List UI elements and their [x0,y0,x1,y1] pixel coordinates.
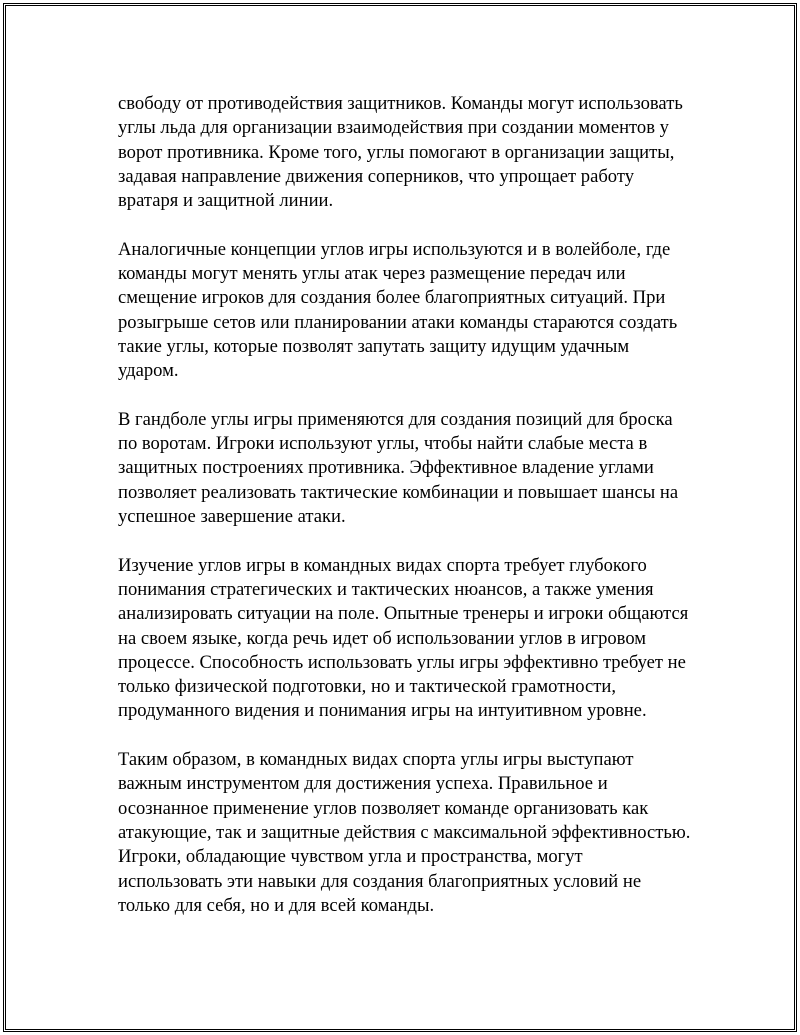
text-line: ворот противника. Кроме того, углы помогают в организации защиты, [118,141,675,163]
text-line: понимания стратегических и тактических нюансов, а также умения [118,578,654,600]
paragraph-4 [118,554,718,724]
text-line: важным инструментом для достижения успеха. Правильное и [118,773,608,795]
paragraph-3 [118,408,718,529]
text-line: использовать эти навыки для создания благоприятных условий не [118,870,642,892]
text-line: анализировать ситуации на поле. Опытные тренеры и игроки общаются [118,603,689,625]
text-line: защитных построениях противника. Эффективное владение углами [118,457,654,479]
text-line: В гандболе углы игры применяются для создания позиций для броска [118,408,673,430]
text-line: Изучение углов игры в командных видах спорта требует глубокого [118,554,647,576]
text-line: свободу от противодействия защитников. Команды могут использовать [118,93,683,114]
text-line: команды могут менять углы атак через размещение передач или [118,263,626,285]
text-line: только для себя, но и для всей команды. [118,894,435,916]
text-line: по воротам. Игроки используют углы, чтобы найти слабые места в [118,433,648,455]
text-line: углы льда для организации взаимодействия при создании моментов у [118,117,669,139]
text-line: продуманного видения и понимания игры на интуитивном уровне. [118,700,647,722]
paragraph-2 [118,238,718,384]
text-line: такие углы, которые позволят запутать защиту идущим удачным [118,335,630,357]
text-line: только физической подготовки, но и тактической грамотности, [118,676,617,698]
text-line: Игроки, обладающие чувством угла и пространства, могут [118,846,583,868]
text-line: задавая направление движения соперников, что упрощает работу [118,165,635,187]
document-body [118,92,718,942]
text-line: Аналогичные концепции углов игры используются и в волейболе, где [118,238,671,260]
text-line: ударом. [118,360,179,382]
paragraph-5 [118,748,718,918]
text-line: осознанное применение углов позволяет команде организовать как [118,797,649,819]
text-line: розыгрыше сетов или планировании атаки команды стараются создать [118,311,678,333]
text-line: Таким образом, в командных видах спорта углы игры выступают [118,749,634,771]
text-line: вратаря и защитной линии. [118,190,334,212]
text-line: атакующие, так и защитные действия с максимальной эффективностью. [118,821,691,843]
text-line: на своем языке, когда речь идет об использовании углов в игровом [118,627,647,649]
paragraph-1 [118,92,718,213]
text-line: успешное завершение атаки. [118,506,346,528]
text-line: процессе. Способность использовать углы игры эффективно требует не [118,651,686,673]
text-line: смещение игроков для создания более благоприятных ситуаций. При [118,287,666,309]
text-line: позволяет реализовать тактические комбинации и повышает шансы на [118,481,679,503]
